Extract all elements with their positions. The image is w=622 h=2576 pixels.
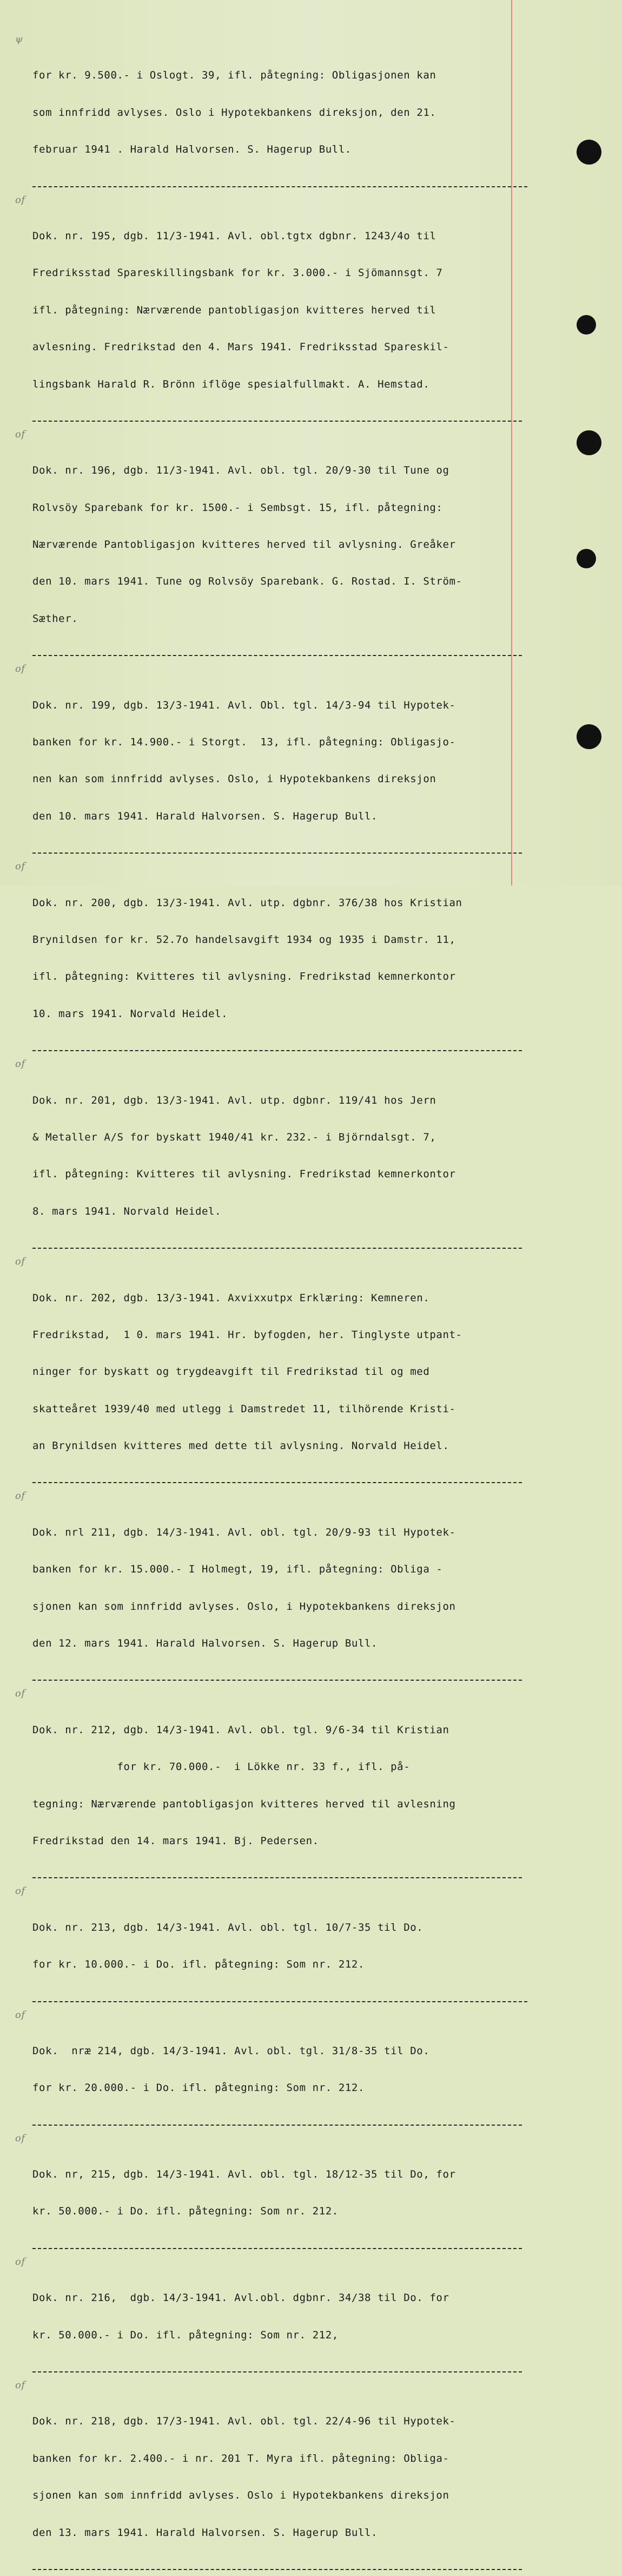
punch-hole xyxy=(577,315,596,335)
entry-line: lingsbank Harald R. Brönn iflöge spesialfullmakt. A. Hemstad. xyxy=(32,378,430,390)
entry-line: ifl. påtegning: Kvitteres til avlysning. Fredrikstad kemnerkontor xyxy=(32,971,456,983)
entry-line: nen kan som innfridd avlyses. Oslo, i Hypotekbankens direksjon xyxy=(32,773,436,785)
entry-line: Dok. nrl 211, dgb. 14/3-1941. Avl. obl. tgl. 20/9-93 til Hypotek- xyxy=(32,1526,456,1538)
entry-line: sjonen kan som innfridd avlyses. Oslo, i Hypotekbankens direksjon xyxy=(32,1600,456,1613)
entry-line: den 10. mars 1941. Tune og Rolvsöy Sparebank. G. Rostad. I. Ström- xyxy=(32,575,462,588)
separator xyxy=(32,2125,522,2126)
record-entry xyxy=(15,1489,519,1674)
record-entry xyxy=(15,32,519,181)
punch-hole xyxy=(577,140,601,165)
separator xyxy=(32,1050,522,1051)
entry-line: banken for kr. 2.400.- i nr. 201 T. Myra ifl. påtegning: Obliga- xyxy=(32,2452,449,2464)
entry-line: kr. 50.000.- i Do. ifl. påtegning: Som nr. 212, xyxy=(32,2329,339,2341)
entry-line: ifl. påtegning: Nærværende pantobligasjon kvitteres herved til xyxy=(32,304,436,316)
entry-line: for kr. 9.500.- i Oslogt. 39, ifl. påtegning: Obligasjonen kan xyxy=(32,69,436,82)
margin-annotation: of xyxy=(15,861,25,873)
margin-annotation: of xyxy=(15,2380,25,2391)
entry-line: den 12. mars 1941. Harald Halvorsen. S. Hagerup Bull. xyxy=(32,1637,378,1650)
entry-line: Dok. nr. 212, dgb. 14/3-1941. Avl. obl. tgl. 9/6-34 til Kristian xyxy=(32,1723,449,1736)
record-entry xyxy=(15,193,519,415)
entry-line: Dok. nr. 195, dgb. 11/3-1941. Avl. obl.tgtx dgbnr. 1243/4o til xyxy=(32,230,436,242)
margin-annotation: of xyxy=(15,1058,25,1070)
margin-annotation: of xyxy=(15,2256,25,2267)
record-entry xyxy=(15,2378,519,2564)
margin-annotation: of xyxy=(15,428,25,440)
margin-annotation: of xyxy=(15,1490,25,1502)
entry-line: Dok. nr. 202, dgb. 13/3-1941. Axvixxutpx Erklæring: Kemneren. xyxy=(32,1292,430,1304)
entry-line: Dok. nr. 218, dgb. 17/3-1941. Avl. obl. tgl. 22/4-96 til Hypotek- xyxy=(32,2415,456,2428)
margin-annotation: of xyxy=(15,1885,25,1897)
separator xyxy=(32,1248,522,1249)
entry-line: ifl. påtegning: Kvitteres til avlysning. Fredrikstad kemnerkontor xyxy=(32,1168,456,1181)
entry-line: for kr. 70.000.- i Lökke nr. 33 f., ifl. på- xyxy=(32,1761,411,1773)
separator xyxy=(32,2001,527,2002)
record-entry xyxy=(15,1057,519,1242)
document-body xyxy=(15,32,519,2576)
separator xyxy=(32,186,527,187)
separator xyxy=(32,655,522,656)
record-entry xyxy=(15,662,519,847)
entry-line: Fredrikstad den 14. mars 1941. Bj. Pedersen. xyxy=(32,1834,319,1847)
record-entry xyxy=(15,428,519,650)
margin-annotation: of xyxy=(15,1688,25,1700)
entry-line: Sæther. xyxy=(32,612,78,625)
entry-line: skatteåret 1939/40 med utlegg i Damstredet 11, tilhörende Kristi- xyxy=(32,1402,456,1415)
entry-line: 10. mars 1941. Norvald Heidel. xyxy=(32,1007,228,1020)
entry-line: kr. 50.000.- i Do. ifl. påtegning: Som nr. 212. xyxy=(32,2205,339,2218)
margin-annotation: of xyxy=(15,2132,25,2144)
record-entry xyxy=(15,1255,519,1477)
record-entry xyxy=(15,2008,519,2119)
entry-line: Rolvsöy Sparebank for kr. 1500.- i Sembsgt. 15, ifl. påtegning: xyxy=(32,501,443,514)
entry-line: Dok. nr. 196, dgb. 11/3-1941. Avl. obl. tgl. 20/9-30 til Tune og xyxy=(32,464,449,477)
entry-line: avlesning. Fredrikstad den 4. Mars 1941. Fredriksstad Spareskil- xyxy=(32,341,449,353)
punch-hole xyxy=(577,430,601,455)
entry-line: tegning: Nærværende pantobligasjon kvitteres herved til avlesning xyxy=(32,1798,456,1810)
entry-line: Dok. nræ 214, dgb. 14/3-1941. Avl. obl. tgl. 31/8-35 til Do. xyxy=(32,2044,430,2057)
entry-line: Dok. nr. 200, dgb. 13/3-1941. Avl. utp. dgbnr. 376/38 hos Kristian xyxy=(32,896,462,909)
record-entry xyxy=(15,2132,519,2243)
margin-annotation: of xyxy=(15,194,25,206)
entry-line: for kr. 20.000.- i Do. ifl. påtegning: Som nr. 212. xyxy=(32,2082,365,2094)
entry-line: Fredriksstad Spareskillingsbank for kr. 3.000.- i Sjömannsgt. 7 xyxy=(32,267,443,279)
entry-line: Dok. nr. 199, dgb. 13/3-1941. Avl. Obl. tgl. 14/3-94 til Hypotek- xyxy=(32,699,456,711)
margin-annotation: of xyxy=(15,1256,25,1268)
separator xyxy=(32,853,522,854)
entry-line: som innfridd avlyses. Oslo i Hypotekbankens direksjon, den 21. xyxy=(32,106,436,119)
punch-hole xyxy=(577,549,596,568)
margin-annotation: of xyxy=(15,663,25,675)
entry-line: an Brynildsen kvitteres med dette til avlysning. Norvald Heidel. xyxy=(32,1440,449,1452)
separator xyxy=(32,2371,522,2372)
entry-line: banken for kr. 14.900.- i Storgt. 13, ifl. påtegning: Obligasjo- xyxy=(32,736,456,749)
entry-line: ninger for byskatt og trygdeavgift til Fredrikstad til og med xyxy=(32,1366,430,1378)
separator xyxy=(32,1482,522,1483)
entry-line: Brynildsen for kr. 52.7o handelsavgift 1934 og 1935 i Damstr. 11, xyxy=(32,933,456,946)
entry-line: Dok. nr. 216, dgb. 14/3-1941. Avl.obl. dgbnr. 34/38 til Do. for xyxy=(32,2292,449,2304)
entry-line: sjonen kan som innfridd avlyses. Oslo i Hypotekbankens direksjon xyxy=(32,2489,449,2502)
entry-line: Dok. nr. 213, dgb. 14/3-1941. Avl. obl. tgl. 10/7-35 til Do. xyxy=(32,1921,424,1933)
separator xyxy=(32,2248,522,2249)
entry-line: & Metaller A/S for byskatt 1940/41 kr. 232.- i Björndalsgt. 7, xyxy=(32,1131,436,1143)
entry-line: Nærværende Pantobligasjon kvitteres herved til avlysning. Greåker xyxy=(32,539,456,551)
separator xyxy=(32,2569,522,2570)
entry-line: Fredrikstad, 1 0. mars 1941. Hr. byfogden, her. Tinglyste utpant- xyxy=(32,1328,462,1341)
margin-annotation: ψ xyxy=(15,34,23,45)
record-entry xyxy=(15,860,519,1045)
entry-line: Dok. nr. 201, dgb. 13/3-1941. Avl. utp. dgbnr. 119/41 hos Jern xyxy=(32,1094,436,1106)
entry-line: den 10. mars 1941. Harald Halvorsen. S. Hagerup Bull. xyxy=(32,810,378,822)
entry-line: 8. mars 1941. Norvald Heidel. xyxy=(32,1205,222,1217)
margin-annotation: of xyxy=(15,2009,25,2021)
record-entry xyxy=(15,2255,519,2366)
entry-line: banken for kr. 15.000.- I Holmegt, 19, ifl. påtegning: Obliga - xyxy=(32,1563,443,1576)
separator xyxy=(32,1877,522,1878)
separator xyxy=(32,421,522,422)
entry-line: Dok. nr, 215, dgb. 14/3-1941. Avl. obl. tgl. 18/12-35 til Do, for xyxy=(32,2168,456,2181)
entry-line: februar 1941 . Harald Halvorsen. S. Hagerup Bull. xyxy=(32,143,352,156)
record-entry xyxy=(15,1884,519,1995)
entry-line: den 13. mars 1941. Harald Halvorsen. S. Hagerup Bull. xyxy=(32,2526,378,2539)
punch-hole xyxy=(577,724,601,749)
entry-line: for kr. 10.000.- i Do. ifl. påtegning: Som nr. 212. xyxy=(32,1958,365,1971)
record-entry xyxy=(15,1687,519,1872)
separator xyxy=(32,1680,522,1681)
